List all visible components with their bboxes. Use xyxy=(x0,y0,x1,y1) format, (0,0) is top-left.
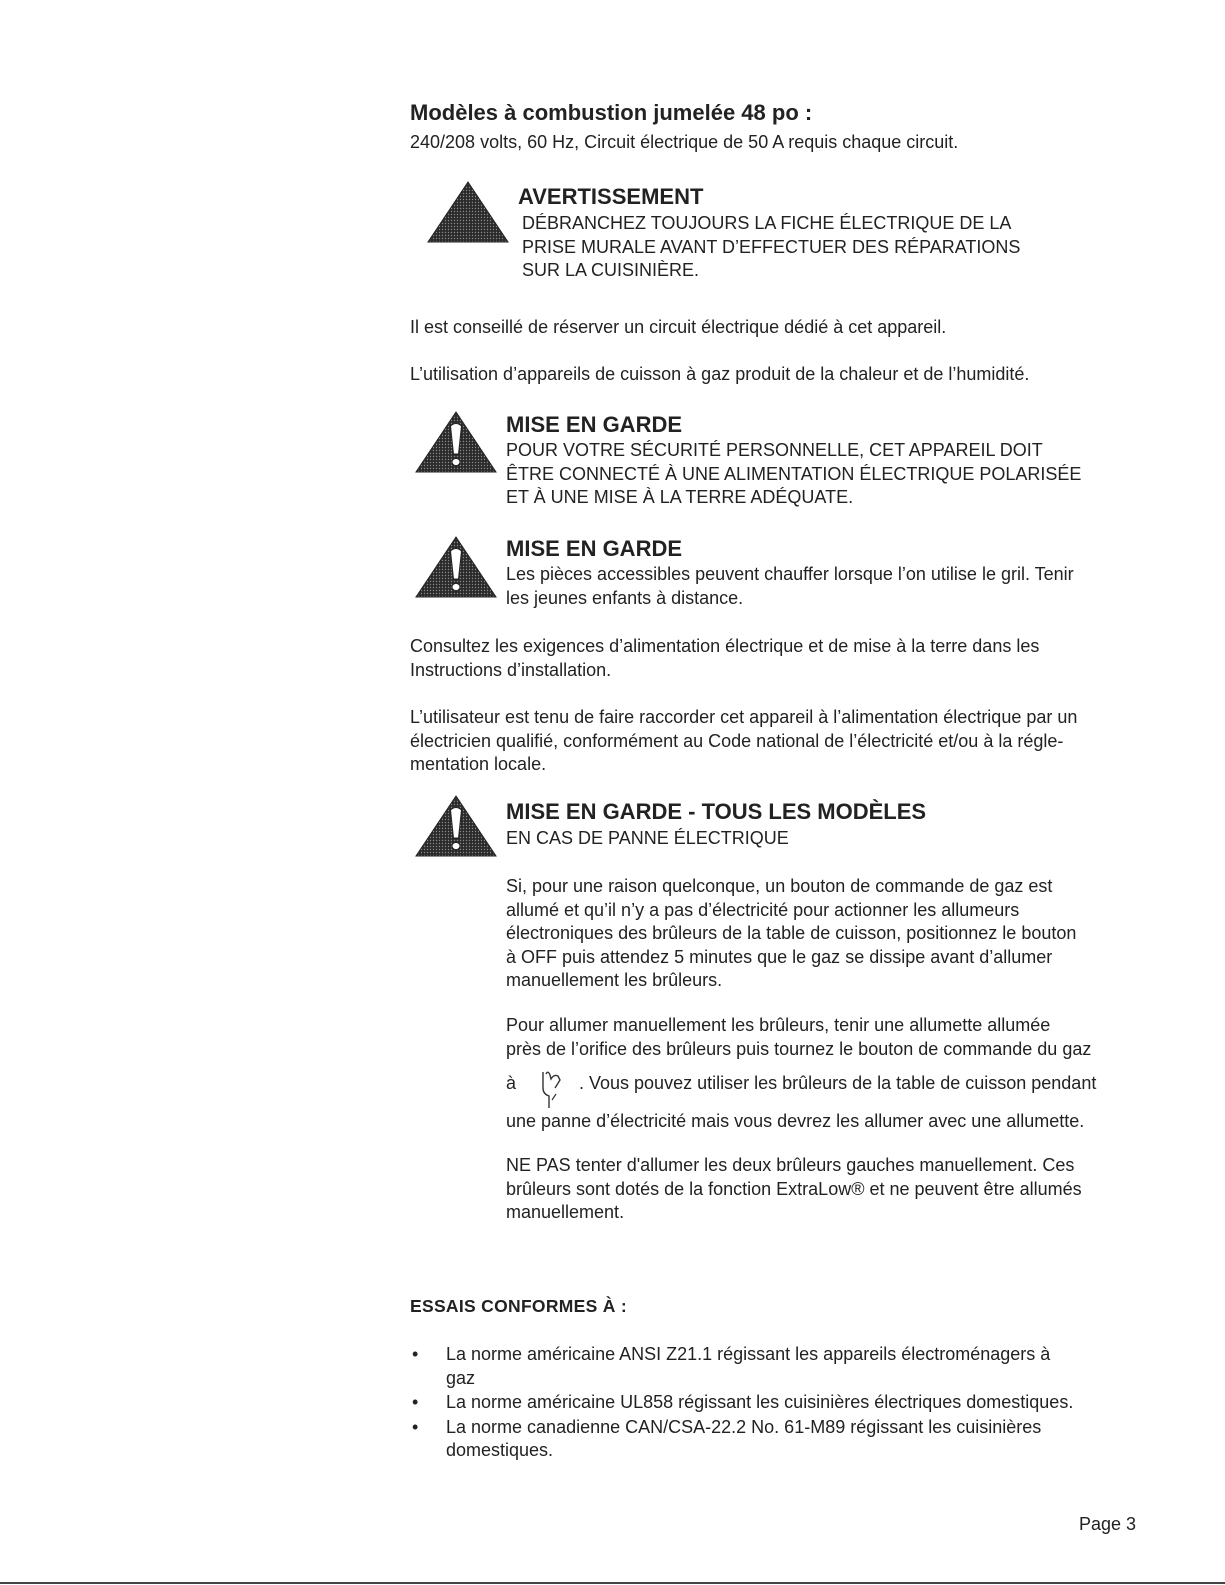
caution-paragraph xyxy=(506,1154,1082,1225)
paragraph-line: Pour allumer manuellement les brûleurs, tenir une allumette allumée xyxy=(506,1015,1051,1035)
paragraph-line: manuellement les brûleurs. xyxy=(506,970,723,990)
flame-symbol-icon xyxy=(536,1066,568,1110)
bullet: • xyxy=(412,1392,419,1412)
list-item-line: domestiques. xyxy=(446,1440,554,1460)
bottom-divider xyxy=(0,1582,1225,1584)
paragraph-line: L’utilisateur est tenu de faire raccorder cet appareil à l’alimentation électrique par un xyxy=(410,707,1078,727)
list-item-line: La norme canadienne CAN/CSA-22.2 No. 61-M89 régissant les cuisinières xyxy=(446,1416,1042,1437)
paragraph xyxy=(410,635,1039,682)
paragraph-line: brûleurs sont dotés de la fonction ExtraLow® et ne peuvent être allumés xyxy=(506,1178,1082,1199)
warning-title: AVERTISSEMENT xyxy=(518,184,704,209)
caution-exclamation-triangle-icon xyxy=(414,794,498,858)
list-item xyxy=(410,1391,1170,1415)
paragraph-line: mentation locale. xyxy=(410,754,547,774)
caution-text xyxy=(506,563,1074,610)
list-item xyxy=(410,1416,1170,1463)
caution-line: les jeunes enfants à distance. xyxy=(506,587,744,608)
paragraph-line: NE PAS tenter d'allumer les deux brûleurs gauches manuellement. Ces xyxy=(506,1155,1075,1175)
list-item-line: La norme américaine ANSI Z21.1 régissant les appareils électroménagers à xyxy=(446,1344,1051,1364)
paragraph-line: à OFF puis attendez 5 minutes que le gaz se dissipe avant d’allumer xyxy=(506,946,1053,967)
caution-text xyxy=(506,439,1081,510)
list-item-line: La norme américaine UL858 régissant les cuisinières électriques domestiques. xyxy=(446,1392,1074,1412)
paragraph-line: une panne d’électricité mais vous devrez les allumer avec une allumette. xyxy=(506,1111,1085,1131)
paragraph-line: Consultez les exigences d’alimentation électrique et de mise à la terre dans les xyxy=(410,636,1040,656)
paragraph-line: manuellement. xyxy=(506,1202,625,1222)
caution-title: MISE EN GARDE xyxy=(506,412,683,437)
warning-line: PRISE MURALE AVANT D’EFFECTUER DES RÉPARATIONS xyxy=(522,236,1021,257)
paragraph-line: électroniques des brûleurs de la table de cuisson, positionnez le bouton xyxy=(506,923,1077,943)
page-number: Page 3 xyxy=(1079,1514,1137,1534)
caution-exclamation-triangle-icon xyxy=(414,535,498,599)
caution-line: ET À UNE MISE À LA TERRE ADÉQUATE. xyxy=(506,487,854,507)
paragraph-line: près de l’orifice des brûleurs puis tournez le bouton de commande du gaz xyxy=(506,1038,1092,1059)
caution-exclamation-triangle-icon xyxy=(414,410,498,474)
section-title: Modèles à combustion jumelée 48 po : xyxy=(410,100,813,125)
list-item xyxy=(410,1343,1170,1390)
paragraph: Il est conseillé de réserver un circuit électrique dédié à cet appareil. xyxy=(410,317,947,337)
caution-line: Les pièces accessibles peuvent chauffer lorsque l’on utilise le gril. Tenir xyxy=(506,564,1074,584)
paragraph-line: Instructions d’installation. xyxy=(410,659,612,680)
section-subtitle: 240/208 volts, 60 Hz, Circuit électrique de 50 A requis chaque circuit. xyxy=(410,132,959,152)
paragraph-line: électricien qualifié, conformément au Code national de l’électricité et/ou à la régle- xyxy=(410,730,1064,751)
bullet: • xyxy=(412,1416,419,1437)
paragraph-line: allumé et qu’il n’y a pas d’électricité pour actionner les allumeurs xyxy=(506,899,1020,920)
bullet: • xyxy=(412,1344,419,1364)
list-item-line: gaz xyxy=(446,1367,476,1388)
caution-paragraph xyxy=(506,875,1076,993)
warning-line: SUR LA CUISINIÈRE. xyxy=(522,260,700,280)
warning-line: DÉBRANCHEZ TOUJOURS LA FICHE ÉLECTRIQUE DE LA xyxy=(522,213,1012,233)
section-heading: ESSAIS CONFORMES À : xyxy=(410,1296,627,1316)
caution-title: MISE EN GARDE - TOUS LES MODÈLES xyxy=(506,799,927,824)
warning-triangle-icon xyxy=(426,180,510,244)
paragraph-line: . Vous pouvez utiliser les brûleurs de la table de cuisson pendant xyxy=(579,1073,1097,1093)
caution-subtitle: EN CAS DE PANNE ÉLECTRIQUE xyxy=(506,828,789,848)
caution-paragraph xyxy=(506,1014,1091,1061)
caution-line: POUR VOTRE SÉCURITÉ PERSONNELLE, CET APPAREIL DOIT xyxy=(506,440,1043,460)
paragraph-line: Si, pour une raison quelconque, un bouton de commande de gaz est xyxy=(506,876,1053,896)
standards-list xyxy=(410,1343,1170,1464)
warning-text xyxy=(522,212,1020,283)
paragraph-prefix: à xyxy=(506,1073,517,1093)
paragraph xyxy=(410,706,1077,777)
caution-line: ÊTRE CONNECTÉ À UNE ALIMENTATION ÉLECTRIQUE POLARISÉE xyxy=(506,463,1082,484)
caution-title: MISE EN GARDE xyxy=(506,536,683,561)
paragraph: L’utilisation d’appareils de cuisson à gaz produit de la chaleur et de l’humidité. xyxy=(410,364,1030,384)
